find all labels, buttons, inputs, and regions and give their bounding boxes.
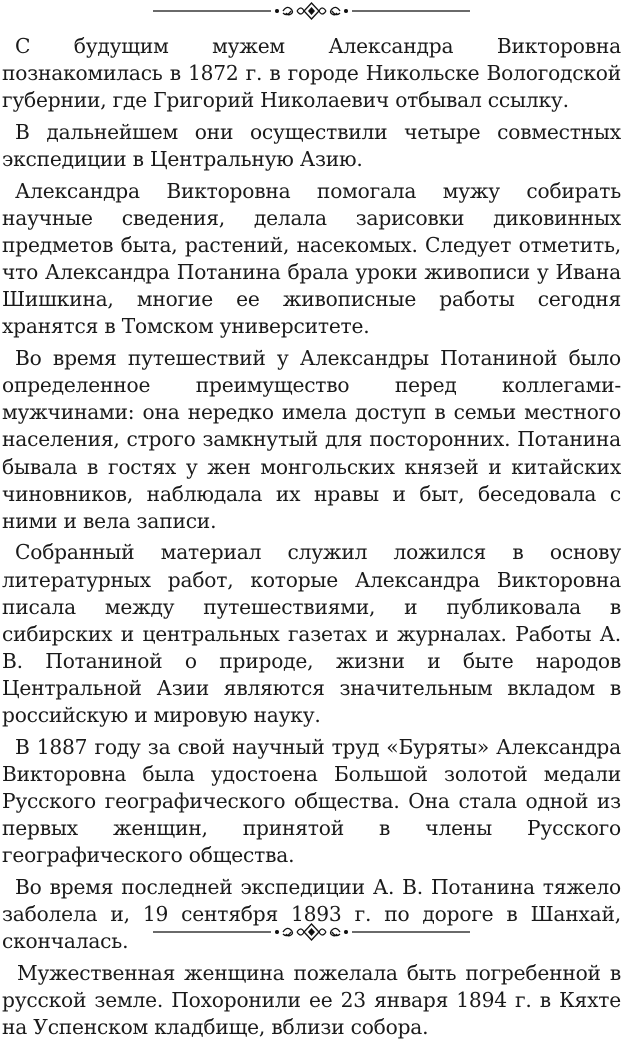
- paragraph: С будущим мужем Александра Викторовна познакомилась в 1872 г. в городе Никольске Вологодской губернии, где Григорий Николаевич отбывал ссылку.: [2, 34, 621, 113]
- flourish-divider-icon: [153, 921, 470, 943]
- paragraph: Во время последней экспедиции А. В. Потанина тяжело заболела и, 19 сентября 1893 г. по дороге в Шанхай, скончалась.: [2, 875, 621, 954]
- paragraph: Александра Викторовна помогала мужу собирать научные сведения, делала зарисовки диковинных предметов быта, растений, насекомых. Следует отметить, что Александра Потанина брала уроки живописи у Ивана Шишкина, многие ее живописные работы сегодня хранятся в Томском университете.: [2, 178, 621, 339]
- flourish-divider-icon: [153, 0, 470, 22]
- paragraph: В 1887 году за свой научный труд «Буряты» Александра Викторовна была удостоена Большой золотой медали Русского географического общества. Она стала одной из первых женщин, принятой в члены Русского географического общества.: [2, 734, 621, 868]
- paragraph: Мужественная женщина пожелала быть погребенной в русской земле. Похоронили ее 23 января 1894 г. в Кяхте на Успенском кладбище, вблизи собора.: [2, 960, 621, 1040]
- top-ornament-divider: [153, 0, 470, 22]
- paragraph: В дальнейшем они осуществили четыре совместных экспедиции в Центральную Азию.: [2, 119, 621, 172]
- paragraph: Собранный материал служил ложился в основу литературных работ, которые Александра Викторовна писала между путешествиями, и публиковала в сибирских и центральных газетах и журналах. Работы А. В. Потаниной о природе, жизни и быте народов Центральной Азии являются значительным вкладом в российскую и мировую науку.: [2, 540, 621, 728]
- bottom-ornament-divider: [153, 921, 470, 943]
- article-body: [2, 33, 621, 1046]
- paragraph: Во время путешествий у Александры Потаниной было определенное преимущество перед коллегами-мужчинами: она нередко имела доступ в семьи местного населения, строго замкнутый для посторонних. Потанина бывала в гостях у жен монгольских князей и китайских чиновников, наблюдала их нравы и быт, беседовала с ними и вела записи.: [2, 345, 621, 533]
